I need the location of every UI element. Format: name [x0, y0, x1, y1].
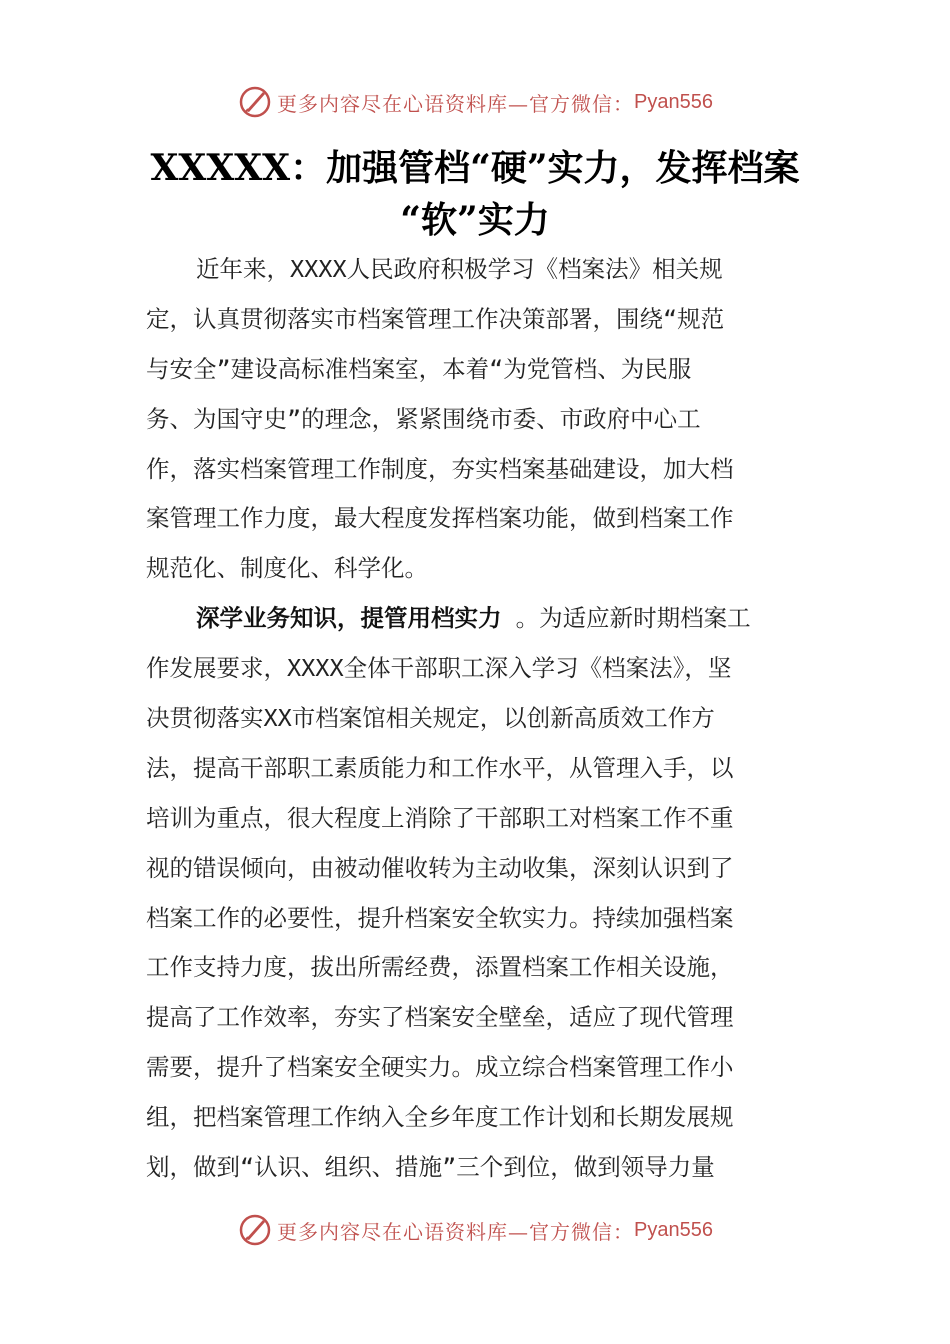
- paragraph-line: 与安全”建设高标准档案室，本着“为党管档、为民服: [146, 354, 692, 383]
- paragraph-line: 档案工作的必要性，提升档案安全软实力。持续加强档案: [146, 903, 734, 932]
- document-title: [130, 142, 820, 246]
- paragraph-line: 决贯彻落实XX市档案馆相关规定，以创新高质效工作方: [146, 704, 715, 733]
- paragraph-line: [146, 594, 800, 644]
- watermark-text: 更多内容尽在心语资料库—官方微信：: [277, 91, 635, 116]
- watermark-header: [0, 82, 950, 122]
- paragraph-line: 培训为重点，很大程度上消除了干部职工对档案工作不重: [146, 803, 734, 832]
- paragraph-line: 作，落实档案管理工作制度，夯实档案基础建设，加大档: [146, 454, 734, 483]
- paragraph-line: 提高了工作效率，夯实了档案安全壁垒，适应了现代管理: [146, 1003, 734, 1032]
- paragraph-line: 规范化、制度化、科学化。: [146, 554, 428, 583]
- paragraph-line: 作发展要求，XXXX全体干部职工深入学习《档案法》，坚: [146, 654, 732, 683]
- title-line: XXXXX：加强管档“硬”实力，发挥档案: [150, 147, 800, 189]
- paragraph-line: 近年来，XXXX人民政府积极学习《档案法》相关规: [196, 255, 723, 283]
- paragraph-line: 工作支持力度，拔出所需经费，添置档案工作相关设施，: [146, 953, 734, 982]
- paragraph-text: 。为适应新时期档案工: [501, 604, 751, 633]
- watermark-footer: [0, 1210, 950, 1250]
- title-line: “软”实力: [400, 199, 550, 241]
- watermark-wechat-id: Pyan556: [634, 1218, 713, 1241]
- paragraph-line: 视的错误倾向，由被动催收转为主动收集，深刻认识到了: [146, 853, 734, 882]
- paragraph-line: 定，认真贯彻落实市档案管理工作决策部署，围绕“规范: [146, 304, 725, 333]
- paragraph-line: 法，提高干部职工素质能力和工作水平，从管理入手，以: [146, 753, 734, 782]
- section-heading: 深学业务知识，提管用档实力: [196, 604, 502, 633]
- paragraph-line: 组，把档案管理工作纳入全乡年度工作计划和长期发展规: [146, 1103, 734, 1132]
- watermark-wechat-id: Pyan556: [634, 90, 713, 113]
- paragraph-line: 划，做到“认识、组织、措施”三个到位，做到领导力量: [146, 1153, 715, 1182]
- watermark-text: 更多内容尽在心语资料库—官方微信：: [277, 1219, 635, 1244]
- paragraph-line: 需要，提升了档案安全硬实力。成立综合档案管理工作小: [146, 1053, 734, 1082]
- paragraph-line: 案管理工作力度，最大程度发挥档案功能，做到档案工作: [146, 504, 734, 533]
- quill-logo-icon: [237, 84, 273, 120]
- document-body: [146, 245, 800, 1193]
- quill-logo-icon: [237, 1212, 273, 1248]
- paragraph-line: 务、为国守史”的理念，紧紧围绕市委、市政府中心工: [146, 404, 701, 433]
